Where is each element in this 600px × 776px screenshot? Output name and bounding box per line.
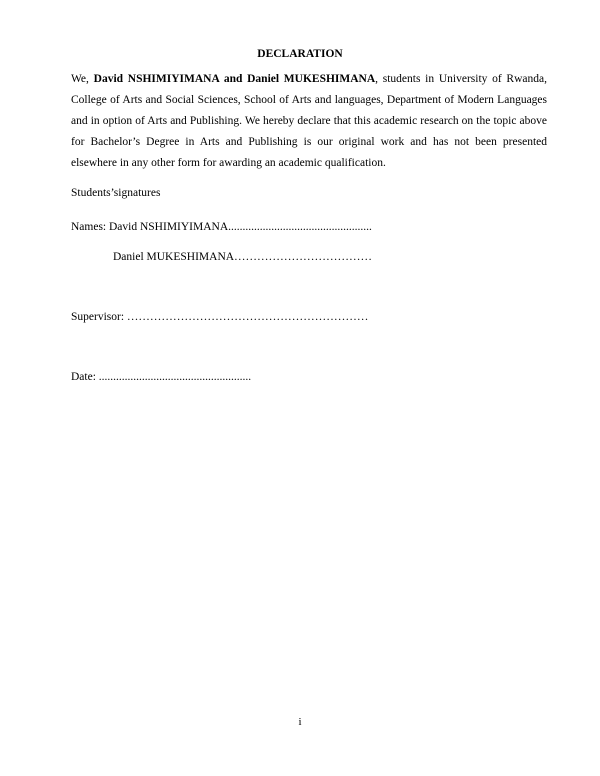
paragraph-body: , students in University of Rwanda, College of Arts and Social Sciences, School of Arts and languages, Department of Modern Languages and in option of Arts and Publishing. We hereby declare that this academic research on the topic above for Bachelor’s Degree in Arts and Publishing is our original work and has not been presented elsewhere in any other form for awarding an academic qualification. [71, 73, 547, 169]
names-line: Names: David NSHIMIYIMANA.................................................. [71, 221, 372, 233]
date-line: Date: ..................................................... [71, 371, 252, 383]
signatures-label: Students’signatures [71, 187, 161, 199]
supervisor-line: Supervisor: ……………………………………………………… [71, 311, 369, 323]
paragraph-prefix: We, [71, 73, 94, 85]
declaration-paragraph [71, 69, 547, 174]
second-name-line: Daniel MUKESHIMANA……………………………… [113, 251, 373, 263]
page-number: i [298, 716, 302, 728]
page-title: DECLARATION [257, 48, 343, 60]
author-names: David NSHIMIYIMANA and Daniel MUKESHIMANA [93, 73, 376, 85]
